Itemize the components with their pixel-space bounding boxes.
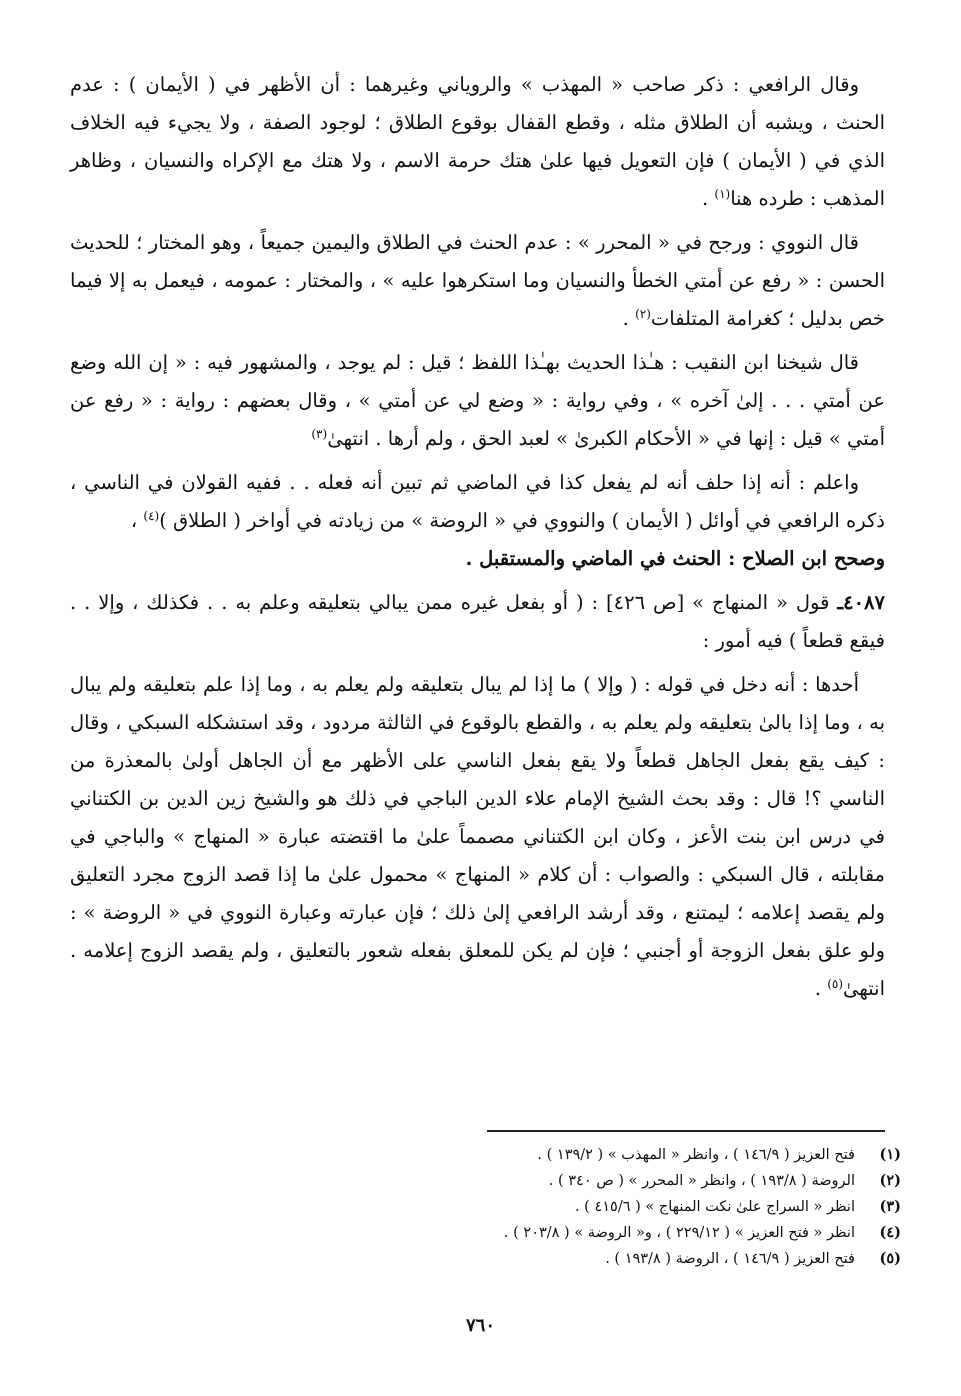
footnote-text: فتح العزيز ( ١٤٦/٩ ) ، وانظر « المهذب » ( ١٣٩/٢ ) . (537, 1147, 855, 1163)
footnote-item (66, 1168, 901, 1194)
footnote-ref-3: (٣) (311, 427, 328, 441)
footnote-number: (٢) (879, 1172, 901, 1189)
footnote-ref-2: (٢) (635, 307, 651, 321)
footnote-number: (٤) (879, 1224, 901, 1241)
paragraph-text: واعلم : أنه إذا حلف أنه لم يفعل كذا في الماضي ثم تبين أنه فعله . . ففيه القولان في الناسي ، ذكره الرافعي في أوائل ( الأيمان ) والنووي في « الروضة » من زيادته في أواخر ( الطلاق ) (70, 471, 885, 532)
issue-text: قول « المنهاج » [ص ٤٢٦] : ( أو بفعل غيره ممن يبالي بتعليقه وعلم به . . فكذلك ، وإلا . . فيقع قطعاً ) فيه أمور : (70, 591, 885, 652)
paragraph-text: وقال الرافعي : ذكر صاحب « المهذب » والروياني وغيرهما : أن الأظهر في ( الأيمان ) : عدم الحنث ، ويشبه أن الطلاق مثله ، وقطع القفال بوقوع الطلاق ؛ لوجود الصفة ، ولا يجيء فيه الخلاف الذي في ( الأيمان ) فإن التعويل فيها علىٰ هتك حرمة الاسم ، ولا هتك مع الإكراه والنسيان ، وظاهر المذهب : طرده هنا (70, 73, 885, 210)
footnote-item (66, 1246, 901, 1272)
footnote-item (66, 1220, 901, 1246)
paragraph-rafii: وقال الرافعي : ذكر صاحب « المهذب » والروياني وغيرهما : أن الأظهر في ( الأيمان ) : عدم الحنث ، ويشبه أن الطلاق مثله ، وقطع القفال بوقوع الطلاق ؛ لوجود الصفة ، ولا يجيء فيه الخلاف الذي في ( الأيمان ) فإن التعويل فيها علىٰ هتك حرمة الاسم ، ولا هتك مع الإكراه والنسيان ، وظاهر المذهب : طرده هنا$^{(١)}$ . (70, 73, 885, 210)
footnote-number: (١) (879, 1146, 901, 1163)
footnote-item (66, 1142, 901, 1168)
footnote-text: فتح العزيز ( ١٤٦/٩ ) ، الروضة ( ١٩٣/٨ ) . (605, 1251, 855, 1267)
footnote-ref-1: (١) (714, 187, 731, 201)
footnote-divider (487, 1130, 885, 1132)
paragraph-ahaduha: أحدها : أنه دخل في قوله : ( وإلا ) ما إذا لم يبال بتعليقه ولم يعلم به ، وما إذا علم بتعليقه ولم يبال به ، وما إذا بالىٰ بتعليقه ولم يعلم به ، والقطع بالوقوع في الثالثة مردود ، وقد استشكله السبكي ، وقال : كيف يقع بفعل الجاهل قطعاً ولا يقع بفعل الناسي على الأظهر مع أن الجاهل أولىٰ بالمعذرة من الناسي ؟! قال : وقد بحث الشيخ الإمام علاء الدين الباجي في ذلك هو والشيخ زين الدين بن الكتناني في درس ابن بنت الأعز ، وكان ابن الكتناني مصمماً علىٰ ما اقتضته عبارة « المنهاج » والباجي في مقابلته ، قال السبكي : والصواب : أن كلام « المنهاج » محمول علىٰ ما إذا قصد الزوج مجرد التعليق ولم يقصد إعلامه ؛ ليمتنع ، وقد أرشد الرافعي إلىٰ ذلك ؛ فإن عبارته وعبارة النووي في « الروضة » : ولو علق بفعل الزوجة أو أجنبي ؛ فإن لم يكن للمعلق بفعله شعور بالتعليق ، ولم يقصد الزوج إعلامه . انتهىٰ$^{(٥)}$ . (70, 673, 885, 1000)
footnote-ref-5: (٥) (827, 977, 844, 991)
paragraph-text: قال النووي : ورجح في « المحرر » : عدم الحنث في الطلاق واليمين جميعاً ، وهو المختار ؛ للحديث الحسن : « رفع عن أمتي الخطأ والنسيان وما استكرهوا عليه » ، والمختار : عمومه ، فيعمل به إلا فيما خص بدليل ؛ كغرامة المتلفات (70, 231, 885, 330)
footnotes-list (66, 1142, 901, 1272)
paragraph-text: وصحح ابن الصلاح : الحنث في الماضي والمستقبل . (465, 547, 885, 570)
issue-number: ٤٠٨٧ـ (837, 591, 885, 614)
footnote-ref-4: (٤) (143, 509, 160, 523)
footnote-text: انظر « فتح العزيز » ( ٢٢٩/١٢ ) ، و« الروضة » ( ٢٠٣/٨ ) . (503, 1225, 855, 1241)
issue-4087 (70, 584, 885, 660)
footnote-number: (٥) (879, 1250, 901, 1267)
paragraph-nawawi: قال النووي : ورجح في « المحرر » : عدم الحنث في الطلاق واليمين جميعاً ، وهو المختار ؛ للحديث الحسن : « رفع عن أمتي الخطأ والنسيان وما استكرهوا عليه » ، والمختار : عمومه ، فيعمل به إلا فيما خص بدليل ؛ كغرامة المتلفات$^{(٢)}$ . (70, 231, 885, 330)
footnote-item (66, 1194, 901, 1220)
footnote-text: انظر « السراج علىٰ نكت المنهاج » ( ٤١٥/٦ ) . (574, 1199, 855, 1215)
paragraph-text: أحدها : أنه دخل في قوله : ( وإلا ) ما إذا لم يبال بتعليقه ولم يعلم به ، وما إذا علم بتعليقه ولم يبال به ، وما إذا بالىٰ بتعليقه ولم يعلم به ، والقطع بالوقوع في الثالثة مردود ، وقد استشكله السبكي ، وقال : كيف يقع بفعل الجاهل قطعاً ولا يقع بفعل الناسي على الأظهر مع أن الجاهل أولىٰ بالمعذرة من الناسي ؟! قال : وقد بحث الشيخ الإمام علاء الدين الباجي في ذلك هو والشيخ زين الدين بن الكتناني في درس ابن بنت الأعز ، وكان ابن الكتناني مصمماً علىٰ ما اقتضته عبارة « المنهاج » والباجي في مقابلته ، قال السبكي : والصواب : أن كلام « المنهاج » محمول علىٰ ما إذا قصد الزوج مجرد التعليق ولم يقصد إعلامه ؛ ليمتنع ، وقد أرشد الرافعي إلىٰ ذلك ؛ فإن عبارته وعبارة النووي في « الروضة » : ولو علق بفعل الزوجة أو أجنبي ؛ فإن لم يكن للمعلق بفعله شعور بالتعليق ، ولم يقصد الزوج إعلامه . انتهىٰ (70, 673, 885, 1000)
paragraph-ibn-naqib (70, 344, 885, 458)
footnote-number: (٣) (879, 1198, 901, 1215)
paragraph-waalam: واعلم : أنه إذا حلف أنه لم يفعل كذا في الماضي ثم تبين أنه فعله . . ففيه القولان في الناسي ، ذكره الرافعي في أوائل ( الأيمان ) والنووي في « الروضة » من زيادته في أواخر ( الطلاق )$^{(٤)}$ ، وصحح ابن الصلاح : الحنث في الماضي والمستقبل . (70, 471, 885, 570)
page-number: ٧٦٠ (465, 1315, 495, 1336)
footnote-text: الروضة ( ١٩٣/٨ ) ، وانظر « المحرر » ( ص ٣٤٠ ) . (548, 1173, 855, 1189)
paragraph-text: قال شيخنا ابن النقيب : هـٰذا الحديث بهـٰذا اللفظ ؛ قيل : لم يوجد ، والمشهور فيه : « إن الله وضع عن أمتي . . . إلىٰ آخره » ، وفي رواية : « وضع لي عن أمتي » ، وقال بعضهم : رواية : « رفع عن أمتي » قيل : إنها في « الأحكام الكبرىٰ » لعبد الحق ، ولم أرها . انتهىٰ (70, 351, 885, 450)
